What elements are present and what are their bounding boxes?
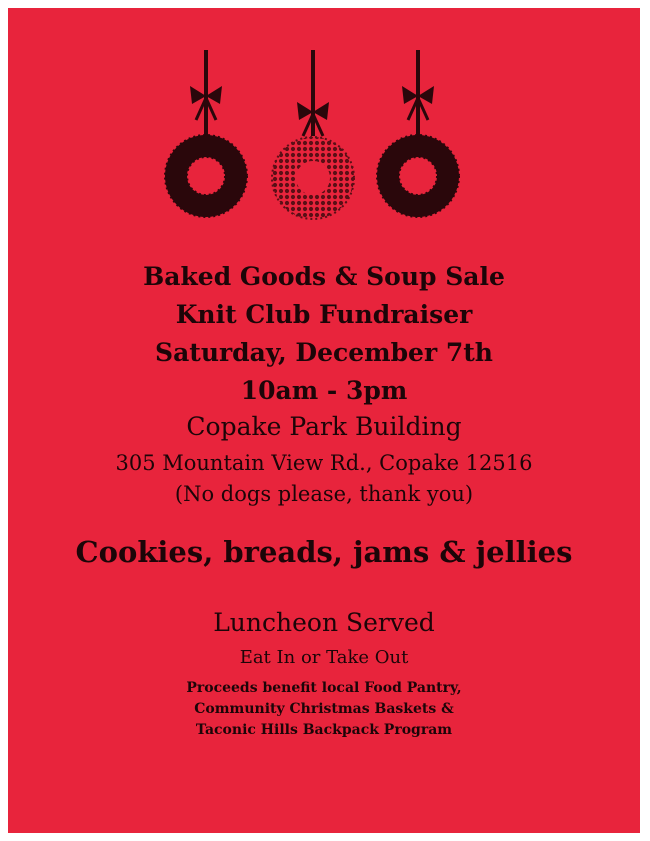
- note: (No dogs please, thank you): [174, 482, 474, 506]
- items-heading: Cookies, breads, jams & jellies: [75, 535, 573, 569]
- wreath-icon: [377, 50, 459, 217]
- luncheon: Luncheon Served: [213, 608, 435, 637]
- proceeds-line: Community Christmas Baskets &: [194, 701, 454, 717]
- wreath-icon: [165, 50, 247, 217]
- wreath-icon: [272, 50, 354, 219]
- event-time: 10am - 3pm: [240, 376, 408, 405]
- wreath-decoration: [8, 8, 640, 248]
- proceeds-line: Taconic Hills Backpack Program: [195, 722, 453, 738]
- venue: Copake Park Building: [186, 412, 462, 441]
- address: 305 Mountain View Rd., Copake 12516: [115, 451, 533, 475]
- organizer: Knit Club Fundraiser: [175, 300, 473, 329]
- proceeds-line: Proceeds benefit local Food Pantry,: [186, 680, 462, 696]
- service-options: Eat In or Take Out: [239, 647, 409, 668]
- flyer: [8, 8, 640, 833]
- event-title: Baked Goods & Soup Sale: [143, 262, 505, 291]
- event-date: Saturday, December 7th: [155, 338, 493, 367]
